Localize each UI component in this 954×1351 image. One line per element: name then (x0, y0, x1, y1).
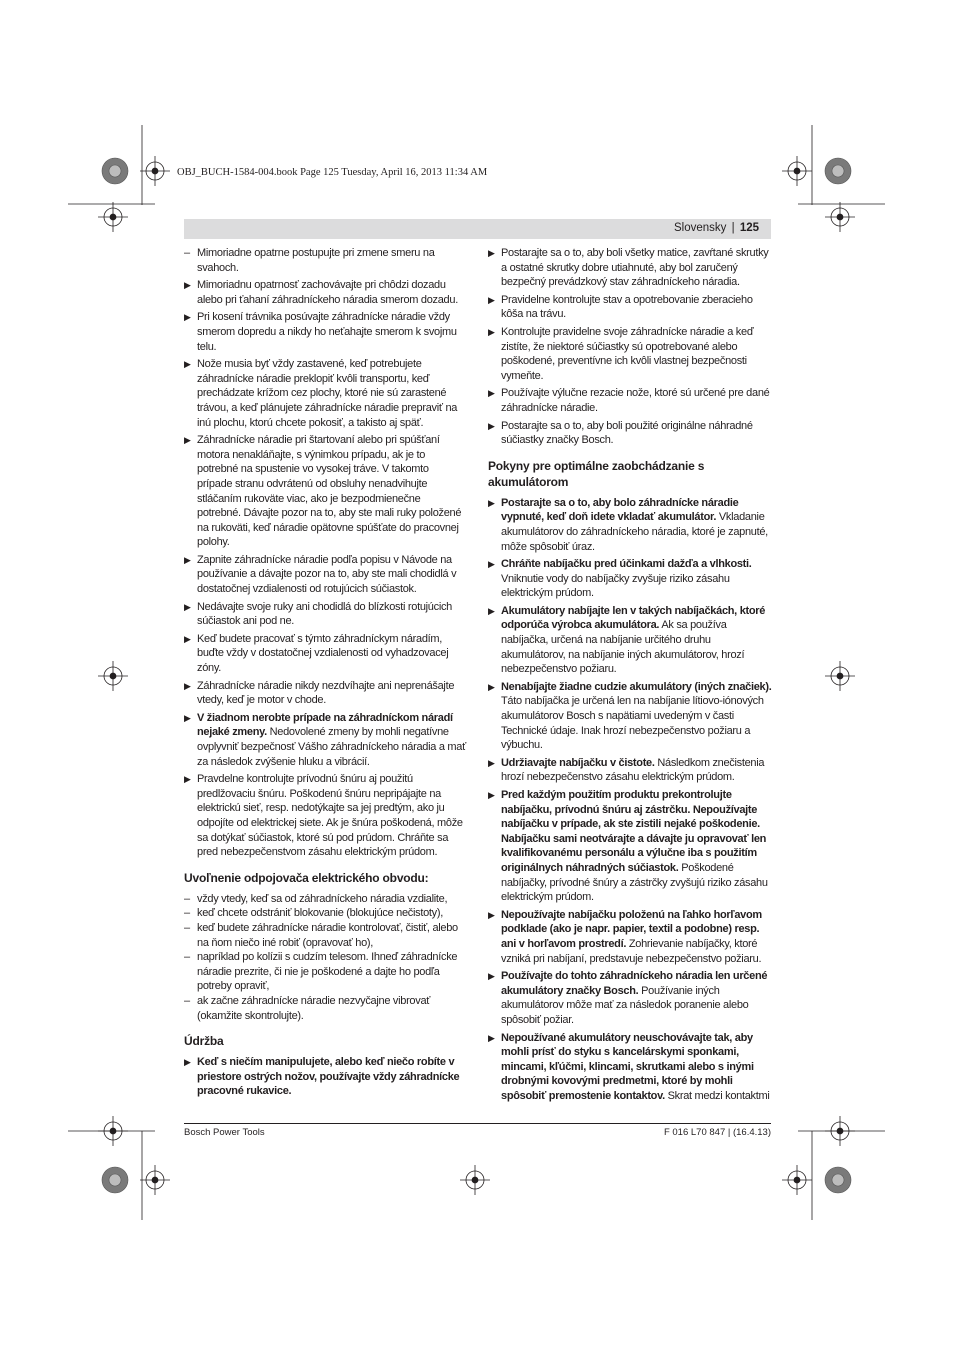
item-text: keď budete záhradnícke náradie kontrolovať, čistiť, alebo na ňom niečo iné robiť (opravovať ho), (197, 921, 458, 949)
triangle-bullet-icon: ▶ (488, 388, 495, 399)
triangle-bullet-icon: ▶ (184, 554, 191, 565)
triangle-bullet-icon: ▶ (184, 359, 191, 370)
left-column (184, 246, 466, 1102)
maintenance-list (184, 1055, 466, 1099)
triangle-bullet-icon: ▶ (488, 681, 495, 692)
list-item (184, 278, 466, 307)
item-text: Skrat medzi kontaktmi (664, 1089, 770, 1102)
item-text: Používajte výlučne rezacie nože, ktoré sú určené pre dané záhradnícke náradie. (501, 387, 770, 414)
item-bold-text: V žiadnom nerobte prípade na záhradníckom náradí nejaké zmeny. (197, 711, 453, 739)
print-info-line: OBJ_BUCH-1584-004.book Page 125 Tuesday, April 16, 2013 11:34 AM (177, 167, 488, 178)
triangle-bullet-icon: ▶ (488, 497, 495, 508)
list-item (488, 969, 772, 1027)
list-item (184, 310, 466, 354)
triangle-bullet-icon: ▶ (184, 712, 191, 723)
item-text: Používanie iných akumulátorov môže mať za následok poranenie alebo spôsobiť požiar. (501, 984, 749, 1026)
dash-marker: – (184, 951, 190, 964)
list-item (184, 1055, 466, 1099)
list-item (488, 419, 772, 448)
triangle-bullet-icon: ▶ (488, 971, 495, 982)
dash-marker: – (184, 892, 190, 905)
list-item (488, 908, 772, 966)
list-item (184, 433, 466, 550)
list-item (184, 632, 466, 676)
item-text: napríklad po kolízii s cudzím telesom. Ihneď záhradnícke náradie prezrite, či nie je poškodené a dajte ho podľa potreby opraviť, (197, 951, 458, 993)
list-item (184, 246, 466, 275)
list-item (184, 892, 466, 907)
item-text: Pri kosení trávnika posúvajte záhradnícke náradie vždy smerom dopredu a nikdy ho neťahajte smerom k svojmu telu. (197, 311, 457, 353)
item-text: Vkladanie akumulátorov do záhradníckeho náradia, ktoré je zapnuté, môže spôsobiť úraz. (501, 511, 768, 553)
header-separator: | (731, 222, 735, 234)
item-text: Záhradnícke náradie nikdy nezdvíhajte ani neprenášajte vtedy, keď je motor v chode. (197, 679, 455, 707)
item-bold-text: Chráňte nabíjačku pred účinkami dažďa a vlhkosti. (501, 558, 752, 571)
item-text: Mimoriadne opatrne postupujte pri zmene smeru na svahoch. (197, 247, 435, 274)
item-text: Nože musia byť vždy zastavené, keď potrebujete záhradnícke náradie preklopiť kvôli transportu, keď prechádzate krížom cez plochy, ktoré nie sú zarastené trávou, a keď plánujete záhradnícke náradie prepraviť na inú plochu, ktorú chcete pokosiť, a takisto aj späť. (197, 358, 458, 429)
footer-divider (184, 1123, 771, 1124)
list-item (488, 496, 772, 554)
triangle-bullet-icon: ▶ (488, 909, 495, 920)
item-bold-text: Nepoužívajte nabíjačku položenú na ľahko horľavom podklade (ako je napr. papier, textil a podobne) resp. ani v horľavom prostredí. (501, 908, 762, 950)
triangle-bullet-icon: ▶ (488, 420, 495, 431)
item-bold-text: Nenabíjajte žiadne cudzie akumulátory (iných značiek). (501, 680, 772, 693)
list-item (184, 711, 466, 769)
list-item (184, 600, 466, 629)
triangle-bullet-icon: ▶ (488, 790, 495, 800)
item-text: Poškodené nabíjačky, prívodné šnúry a zástrčky zvyšujú riziko zásahu elektrickým prúdom. (501, 861, 768, 904)
list-item (488, 604, 772, 677)
list-item (488, 756, 772, 785)
triangle-bullet-icon: ▶ (488, 326, 495, 337)
list-item (488, 386, 772, 415)
item-text: vždy vtedy, keď sa od záhradníckeho náradia vzdialite, (197, 892, 448, 905)
item-text: Nedávajte svoje ruky ani chodidlá do blízkosti rotujúcich súčiastok ani pod ne. (197, 600, 452, 628)
list-item (184, 357, 466, 430)
footer-doc-number: F 016 L70 847 | (16.4.13) (663, 1127, 771, 1138)
list-item (488, 293, 772, 322)
item-bold-text: Pred každým použitím produktu prekontrolujte nabíjačku, prívodnú šnúru aj zástrčku. Nepoužívajte nabíjačku v prípade, ak ste zistili nejaké poškodenie. Nabíjačku sami neotvárajte a dávajte ju opravovať len kvalifikovanému personálu a výlučne iba s použitím originálnych náhradných súčiastok. (501, 789, 767, 874)
right-column (488, 246, 772, 1106)
item-text: Pravdelne kontrolujte prívodnú šnúru aj použitú predlžovaciu šnúru. Poškodenú šnúru nepripájajte na elektrickú sieť, resp. nedotýkajte sa jej predtým, ako ju odpojíte od elektrickej siete. Ak je šnúra poškodená, môže sa dotýkať súčiastok, ktoré sú pod prúdom. Chráňte sa pred nebezpečenstvom zásahu elektrickým prúdom. (197, 773, 463, 859)
triangle-bullet-icon: ▶ (184, 633, 191, 644)
item-text: Zohrievanie nabíjačky, ktoré vzniká pri nabíjaní, predstavuje nebezpečenstvo požiaru. (501, 937, 762, 965)
item-text: keď chcete odstrániť blokovanie (blokujúce nečistoty), (197, 907, 443, 920)
header-language: Slovensky (673, 222, 727, 234)
list-item (488, 1031, 772, 1104)
triangle-bullet-icon: ▶ (184, 280, 191, 291)
item-text: Následkom znečistenia hrozí nebezpečenstvo zásahu elektrickým prúdom. (501, 756, 765, 784)
triangle-bullet-icon: ▶ (488, 248, 495, 258)
item-bold-text: Akumulátory nabíjajte len v takých nabíjačkách, ktoré odporúča výrobca akumulátora. (501, 604, 766, 632)
triangle-bullet-icon: ▶ (184, 1057, 191, 1068)
heading-battery-handling: Pokyny pre optimálne zaobchádzanie s akumulátorom (488, 458, 705, 489)
triangle-bullet-icon: ▶ (488, 605, 495, 616)
list-item (184, 921, 466, 950)
list-item (488, 788, 772, 905)
triangle-bullet-icon: ▶ (184, 601, 191, 612)
list-item (488, 325, 772, 383)
triangle-bullet-icon: ▶ (184, 774, 191, 785)
dash-marker: – (184, 247, 190, 259)
list-item (184, 553, 466, 597)
item-bold-text: Postarajte sa o to, aby bolo záhradnícke náradie vypnuté, keď doň idete vkladať akumulátor. (501, 496, 739, 524)
left-safety-list (184, 246, 466, 860)
triangle-bullet-icon: ▶ (488, 1032, 495, 1043)
item-text: Záhradnícke náradie pri štartovaní alebo pri spúšťaní motora nenakláňajte, s výnimkou prípadu, ak je to potrebné na spustenie vo vysokej tráve. V takomto prípade stranu odvrátenú od obsluhy nenadvihujte stláčaním rukoväte viac, ako je bezpodmienečne potrebné. Dávajte pozor na to, aby ste mali ruky položené na rukoväti, keď náradie opätovne spúšťate do pracovnej polohy. (197, 434, 462, 549)
triangle-bullet-icon: ▶ (488, 294, 495, 305)
list-item (184, 950, 466, 994)
item-text: ak začne záhradnícke náradie nezvyčajne vibrovať (okamžite skontrolujte). (197, 994, 431, 1022)
list-item (488, 246, 772, 290)
list-item (488, 557, 772, 601)
item-text: Postarajte sa o to, aby boli použité originálne náhradné súčiastky značky Bosch. (501, 419, 753, 447)
list-item (488, 680, 772, 753)
list-item (184, 906, 466, 921)
triangle-bullet-icon: ▶ (184, 312, 191, 323)
list-item (184, 679, 466, 708)
item-text: Mimoriadnu opatrnosť zachovávajte pri chôdzi dozadu alebo pri ťahaní záhradníckeho náradia smerom dozadu. (197, 279, 458, 306)
heading-circuit-breaker: Uvoľnenie odpojovača elektrického obvodu: (184, 870, 429, 885)
right-safety-list (488, 246, 772, 448)
list-item (184, 772, 466, 860)
item-text: Nedovolené zmeny by mohli negatívne ovplyvniť bezpečnosť Vášho záhradníckeho náradia a mať za následok zvýšenie hluku a vibrácií. (197, 726, 466, 768)
page-number: 125 (739, 222, 759, 234)
item-text: Kontrolujte pravidelne svoje záhradnícke náradie a keď zistíte, že niektoré súčiastky sú opotrebované alebo poškodené, preventívne ich kvôli vlastnej bezpečnosti vymeňte. (501, 325, 754, 382)
heading-maintenance: Údržba (184, 1034, 224, 1049)
dash-marker: – (184, 994, 190, 1007)
triangle-bullet-icon: ▶ (488, 559, 495, 570)
item-text: Pravidelne kontrolujte stav a opotrebovanie zberacieho kôša na trávu. (501, 293, 753, 321)
item-text: Zapnite záhradnícke náradie podľa popisu v Návode na používanie a dávajte pozor na to, aby ste mali chodidlá v dostatočnej vzdialenosti od rotujúcich súčiastok. (197, 553, 457, 596)
battery-list (488, 496, 772, 1104)
item-bold-text: Nepoužívané akumulátory neuschovávajte tak, aby mohli prísť do styku s kancelárskymi sponkami, mincami, kľúčmi, klincami, skrutkami alebo s inými drobnými kovovými predmetmi, ktoré by mohli spôsobiť premostenie kontaktov. (501, 1031, 754, 1102)
item-text: Postarajte sa o to, aby boli všetky matice, zavŕtané skrutky a ostatné skrutky dobre utiahnuté, aby bol zaručený bezpečný prevádzkový stav záhradníckeho náradia. (501, 247, 769, 289)
item-text: Táto nabíjačka je určená len na nabíjanie lítiovo-iónových akumulátorov Bosch s napätiami uvedeným v časti Technické údaje. Inak hrozí nebezpečenstvo požiaru a výbuchu. (501, 695, 764, 752)
item-bold-text: Keď s niečím manipulujete, alebo keď niečo robíte v priestore ostrých nožov, používajte vždy záhradnícke pracovné rukavice. (197, 1056, 460, 1098)
item-text: Ak sa používa nabíjačka, určená na nabíjanie určitého druhu akumulátorov, na nabíjanie iných akumulátorov, hrozí nebezpečenstvo požiaru. (501, 619, 745, 676)
dash-marker: – (184, 921, 190, 934)
item-text: Keď budete pracovať s týmto záhradníckym náradím, buďte vždy v dostatočnej vzdialenosti od vyhadzovacej zóny. (197, 632, 449, 675)
footer-brand: Bosch Power Tools (184, 1127, 265, 1138)
list-item (184, 994, 466, 1023)
dash-marker: – (184, 907, 190, 920)
triangle-bullet-icon: ▶ (184, 435, 191, 446)
item-text: Vniknutie vody do nabíjačky zvyšuje riziko zásahu elektrickým prúdom. (501, 572, 730, 600)
page-header (184, 219, 771, 239)
item-bold-text: Udržiavajte nabíjačku v čistote. (501, 756, 655, 769)
triangle-bullet-icon: ▶ (488, 757, 495, 768)
circuit-breaker-list (184, 892, 466, 1023)
triangle-bullet-icon: ▶ (184, 680, 191, 691)
item-bold-text: Používajte do tohto záhradníckeho náradia len určené akumulátory značky Bosch. (501, 970, 768, 997)
